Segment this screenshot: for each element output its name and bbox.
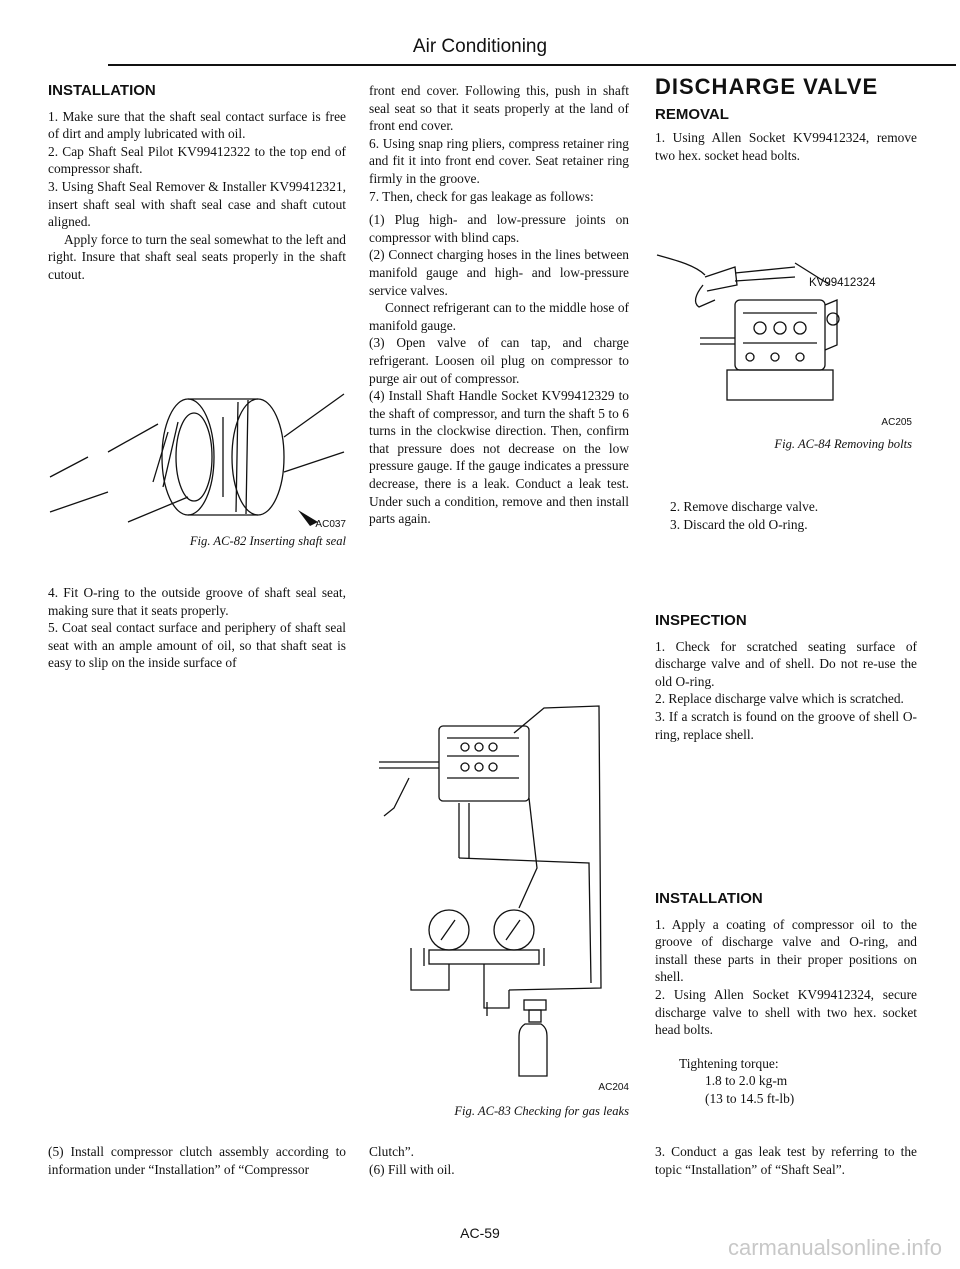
torque-metric: 1.8 to 2.0 kg-m bbox=[705, 1073, 788, 1089]
page-header: Air Conditioning bbox=[412, 36, 548, 57]
torque-imperial: (13 to 14.5 ft-lb) bbox=[705, 1090, 795, 1106]
torque-label: Tightening torque: bbox=[679, 1055, 779, 1071]
shaft-seal-illustration bbox=[48, 372, 346, 532]
figure-ac83 bbox=[369, 698, 629, 1128]
fig84-caption: Fig. AC-84 Removing bolts bbox=[774, 437, 912, 451]
installation-step-3: 3. Conduct a gas leak test by referring to the topic “Installation” of “Shaft Seal”. bbox=[655, 1144, 917, 1177]
column-right-inspection bbox=[655, 612, 917, 743]
installation-step-1: 1. Apply a coating of compressor oil to the groove of discharge valve and O-ring, and install these parts in their proper positions on shell. bbox=[655, 916, 917, 985]
inspection-step-1: 1. Check for scratched seating surface of discharge valve and of shell. Do not re-use the old O-ring. bbox=[655, 638, 917, 689]
header-rule bbox=[108, 64, 956, 66]
fig83-code: AC204 bbox=[598, 1082, 629, 1093]
fig82-code: AC037 bbox=[315, 519, 346, 530]
discharge-valve-heading: DISCHARGE VALVE bbox=[655, 74, 879, 99]
col2-continued: front end cover. Following this, push in shaft seal seat so that it seats properly at the land of front end cover. bbox=[369, 83, 629, 134]
col2-step-7: 7. Then, check for gas leakage as follows: bbox=[369, 188, 594, 204]
col2-sub-4: (4) Install Shaft Handle Socket KV99412329 to the shaft of compressor, and turn the shaft 5 to 6 turns in the clockwise direction. Then, confirm that pressure does not decrease on the low pressure gauge. If the gauge indicates a pressure decrease, there is a leak. Conduct a leak test. Under such a condition, remove and then install parts again. bbox=[369, 388, 629, 527]
removing-bolts-illustration bbox=[655, 245, 917, 415]
fig84-code: AC205 bbox=[881, 417, 912, 428]
fig83-caption: Fig. AC-83 Checking for gas leaks bbox=[454, 1104, 629, 1118]
col2-sub-1: (1) Plug high- and low-pressure joints on compressor with blind caps. bbox=[369, 212, 629, 245]
inspection-heading: INSPECTION bbox=[655, 612, 747, 629]
column-left bbox=[48, 82, 346, 284]
column-left-lower bbox=[48, 584, 346, 672]
col2-clutch-end: Clutch”. bbox=[369, 1144, 414, 1159]
figure-ac82 bbox=[48, 372, 346, 552]
col2-step-6: 6. Using snap ring pliers, compress retainer ring and fit it into front end cover. Seat retainer ring firmly in the groove. bbox=[369, 135, 629, 186]
removal-step-1: 1. Using Allen Socket KV99412324, remove two hex. socket head bolts. bbox=[655, 130, 917, 163]
col1-step-3: 3. Using Shaft Seal Remover & Installer KV99412321, insert shaft seal with shaft seal case and shaft cutout aligned. bbox=[48, 178, 346, 230]
col2-sub-3: (3) Open valve of can tap, and charge refrigerant. Loosen oil plug on compressor to purge air out of compressor. bbox=[369, 335, 629, 386]
column-right bbox=[655, 74, 917, 164]
col1-step-3-note: Apply force to turn the seal somewhat to the left and right. Insure that shaft seal seats properly in the shaft cutout. bbox=[48, 231, 346, 282]
installation-heading-2: INSTALLATION bbox=[655, 890, 763, 907]
column-middle-bottom bbox=[369, 1143, 629, 1178]
column-middle bbox=[369, 82, 629, 528]
inspection-step-2: 2. Replace discharge valve which is scratched. bbox=[655, 691, 904, 707]
page-number: AC-59 bbox=[460, 1225, 500, 1241]
removal-step-2: 2. Remove discharge valve. bbox=[670, 499, 819, 514]
column-right-installation bbox=[655, 890, 917, 1108]
column-right-removal bbox=[670, 498, 917, 533]
column-left-bottom bbox=[48, 1143, 346, 1178]
watermark: carmanualsonline.info bbox=[727, 1235, 942, 1260]
col1-step-5: 5. Coat seal contact surface and periphery of shaft seal seat with an ample amount of oil, so that shaft seat is easy to slip on the inside surface of bbox=[48, 620, 346, 671]
removal-step-3: 3. Discard the old O-ring. bbox=[670, 516, 808, 532]
fig82-caption: Fig. AC-82 Inserting shaft seal bbox=[189, 534, 346, 548]
inspection-step-3: 3. If a scratch is found on the groove of shell O-ring, replace shell. bbox=[655, 708, 917, 742]
fig84-tool-label: KV99412324 bbox=[809, 277, 876, 289]
col1-step-4: 4. Fit O-ring to the outside groove of shaft seal seat, making sure that it seats properly. bbox=[48, 585, 346, 618]
figure-ac84 bbox=[655, 245, 917, 470]
installation-step-2: 2. Using Allen Socket KV99412324, secure discharge valve to shell with two hex. socket head bolts. bbox=[655, 986, 917, 1038]
column-right-bottom bbox=[655, 1143, 917, 1178]
col2-sub-2: (2) Connect charging hoses in the lines between manifold gauge and high- and low-pressure service valves. bbox=[369, 247, 629, 298]
col1-step-2: 2. Cap Shaft Seal Pilot KV99412322 to the top end of compressor shaft. bbox=[48, 143, 346, 177]
removal-heading: REMOVAL bbox=[655, 105, 729, 123]
gas-leak-test-illustration bbox=[369, 698, 629, 1078]
col1-step-5-sub: (5) Install compressor clutch assembly according to information under “Installation” of “Compressor bbox=[48, 1144, 346, 1177]
installation-heading: INSTALLATION bbox=[48, 82, 156, 99]
col2-sub-2-note: Connect refrigerant can to the middle hose of manifold gauge. bbox=[369, 300, 629, 333]
col2-sub-6: (6) Fill with oil. bbox=[369, 1161, 455, 1177]
col1-step-1: 1. Make sure that the shaft seal contact surface is free of dirt and amply lubricated with oil. bbox=[48, 108, 346, 142]
